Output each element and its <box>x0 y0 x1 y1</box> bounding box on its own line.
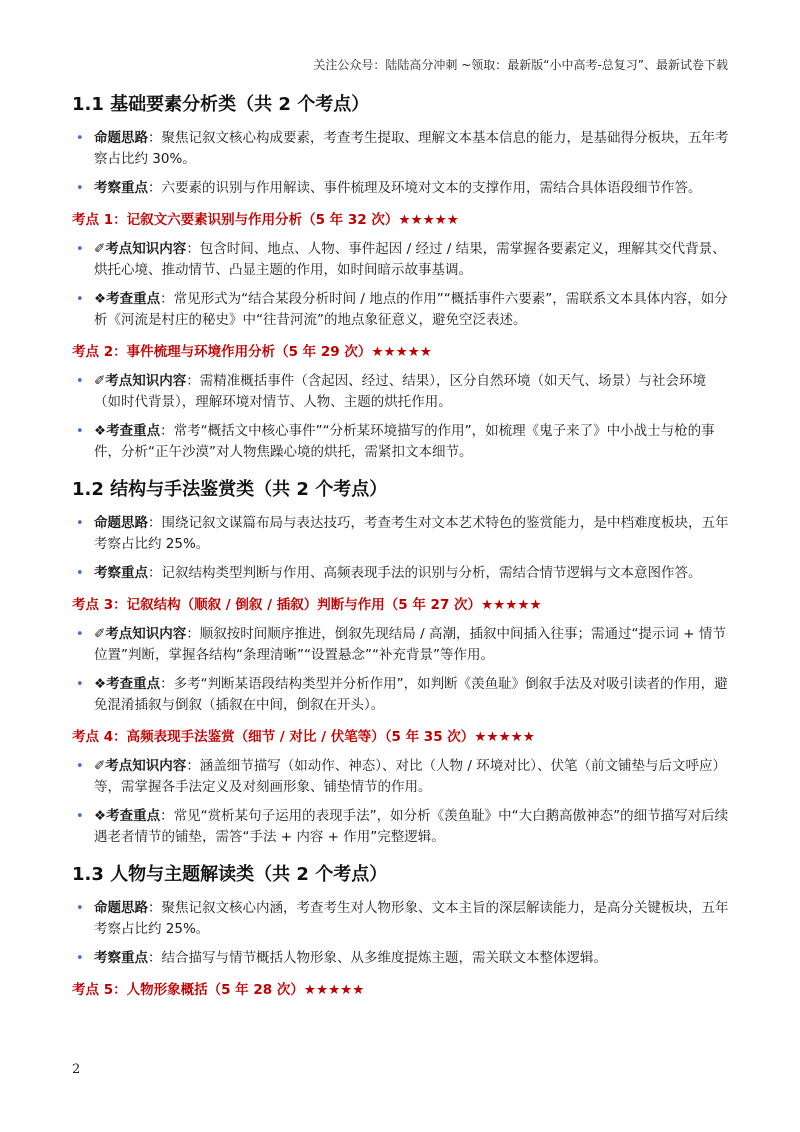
section-title: 1.2 结构与手法鉴赏类（共 2 个考点） <box>72 479 388 500</box>
item-text: ：常见形式为“结合某段分析时间 / 地点的作用”“概括事件六要素”，需联系文本具体内容，如分析《河流是村庄的秘史》中“往昔河流”的地点象征意义，避免空泛表述。 <box>94 291 728 328</box>
bullet-dot-icon: • <box>76 901 84 916</box>
item-text: ：聚焦记叙文核心内涵，考查考生对人物形象、文本主旨的深层解读能力，是高分关键板块，五年考察占比约 25%。 <box>94 900 729 937</box>
item-label: ✐考点知识内容 <box>94 626 187 642</box>
bullet-dot-icon: • <box>76 627 84 642</box>
item-label: 考察重点 <box>94 565 148 581</box>
bullet-dot-icon: • <box>76 951 84 966</box>
item-label: 考察重点 <box>94 180 148 196</box>
list-item <box>72 513 732 555</box>
list-item <box>72 806 732 848</box>
exam-point-list <box>72 371 732 463</box>
page-header: 关注公众号：陆陆高分冲刺 ~领取：最新版“小中高考-总复习”、最新试卷下载 <box>313 58 728 72</box>
section-title: 1.3 人物与主题解读类（共 2 个考点） <box>72 864 388 885</box>
list-item <box>72 421 732 463</box>
bullet-dot-icon: • <box>76 374 84 389</box>
item-text: ：记叙结构类型判断与作用、高频表现手法的识别与分析，需结合情节逻辑与文本意图作答。 <box>148 565 702 581</box>
list-item <box>72 674 732 716</box>
list-item <box>72 756 732 798</box>
page-number: 2 <box>72 1062 81 1077</box>
exam-point-list <box>72 239 732 331</box>
bullet-dot-icon: • <box>76 424 84 439</box>
bullet-dot-icon: • <box>76 677 84 692</box>
exam-point-title: 考点 5：人物形象概括（5 年 28 次）★★★★★ <box>72 982 365 998</box>
item-text: ：围绕记叙文谋篇布局与表达技巧，考查考生对文本艺术特色的鉴赏能力，是中档难度板块，五年考察占比约 25%。 <box>94 515 729 552</box>
exam-point-title: 考点 2：事件梳理与环境作用分析（5 年 29 次）★★★★★ <box>72 344 432 360</box>
item-text: ：常考“概括文中核心事件”“分析某环境描写的作用”，如梳理《鬼子来了》中小战士与枪的事件，分析“正午沙漠”对人物焦躁心境的烘托，需紧扣文本细节。 <box>94 423 715 460</box>
list-item <box>72 371 732 413</box>
exam-point-list <box>72 624 732 716</box>
item-label: 考察重点 <box>94 950 148 966</box>
item-label: 命题思路 <box>94 130 148 146</box>
item-text: ：顺叙按时间顺序推进，倒叙先现结局 / 高潮，插叙中间插入往事；需通过“提示词 + 情节位置”判断，掌握各结构“条理清晰”“设置悬念”“补充背景”等作用。 <box>94 626 726 663</box>
item-label: ❖考查重点 <box>94 291 161 307</box>
exam-point-title: 考点 3：记叙结构（顺叙 / 倒叙 / 插叙）判断与作用（5 年 27 次）★★★★★ <box>72 597 542 613</box>
list-item <box>72 563 732 584</box>
list-item <box>72 128 732 170</box>
item-text: ：需精准概括事件（含起因、经过、结果），区分自然环境（如天气、场景）与社会环境（如时代背景），理解环境对情节、人物、主题的烘托作用。 <box>94 373 707 410</box>
list-item <box>72 178 732 199</box>
section-intro-list <box>72 128 732 199</box>
item-text: ：六要素的识别与作用解读、事件梳理及环境对文本的支撑作用，需结合具体语段细节作答。 <box>148 180 702 196</box>
item-label: ❖考查重点 <box>94 676 161 692</box>
section-intro-list <box>72 898 732 969</box>
exam-point-title: 考点 1：记叙文六要素识别与作用分析（5 年 32 次）★★★★★ <box>72 212 459 228</box>
section-structure-technique <box>72 477 732 848</box>
item-label: 命题思路 <box>94 900 148 916</box>
item-label: ✐考点知识内容 <box>94 373 187 389</box>
item-label: ❖考查重点 <box>94 423 161 439</box>
list-item <box>72 948 732 969</box>
exam-point-list <box>72 756 732 848</box>
bullet-dot-icon: • <box>76 516 84 531</box>
item-label: 命题思路 <box>94 515 148 531</box>
item-label: ✐考点知识内容 <box>94 758 187 774</box>
list-item <box>72 898 732 940</box>
item-text: ：常见“赏析某句子运用的表现手法”，如分析《羡鱼耻》中“大白鹅高傲神态”的细节描写对后续遇老者情节的铺垫，需答“手法 + 内容 + 作用”完整逻辑。 <box>94 808 729 845</box>
document-body <box>72 92 732 1015</box>
section-basic-elements <box>72 92 732 463</box>
item-text: ：包含时间、地点、人物、事件起因 / 经过 / 结果，需掌握各要素定义，理解其交代背景、烘托心境、推动情节、凸显主题的作用，如时间暗示故事基调。 <box>94 241 726 278</box>
section-character-theme <box>72 862 732 1001</box>
item-label: ✐考点知识内容 <box>94 241 187 257</box>
item-text: ：多考“判断某语段结构类型并分析作用”，如判断《羡鱼耻》倒叙手法及对吸引读者的作用，避免混淆插叙与倒叙（插叙在中间，倒叙在开头）。 <box>94 676 728 713</box>
section-title: 1.1 基础要素分析类（共 2 个考点） <box>72 94 370 115</box>
exam-point-title: 考点 4：高频表现手法鉴赏（细节 / 对比 / 伏笔等）（5 年 35 次）★★★★★ <box>72 729 535 745</box>
item-text: ：涵盖细节描写（如动作、神态）、对比（人物 / 环境对比）、伏笔（前文铺垫与后文呼应）等，需掌握各手法定义及对刻画形象、铺垫情节的作用。 <box>94 758 726 795</box>
list-item <box>72 624 732 666</box>
bullet-dot-icon: • <box>76 292 84 307</box>
bullet-dot-icon: • <box>76 242 84 257</box>
list-item <box>72 289 732 331</box>
bullet-dot-icon: • <box>76 131 84 146</box>
list-item <box>72 239 732 281</box>
bullet-dot-icon: • <box>76 809 84 824</box>
bullet-dot-icon: • <box>76 759 84 774</box>
item-text: ：结合描写与情节概括人物形象、从多维度提炼主题，需关联文本整体逻辑。 <box>148 950 607 966</box>
section-intro-list <box>72 513 732 584</box>
item-label: ❖考查重点 <box>94 808 161 824</box>
bullet-dot-icon: • <box>76 181 84 196</box>
item-text: ：聚焦记叙文核心构成要素，考查考生提取、理解文本基本信息的能力，是基础得分板块，五年考察占比约 30%。 <box>94 130 729 167</box>
bullet-dot-icon: • <box>76 566 84 581</box>
